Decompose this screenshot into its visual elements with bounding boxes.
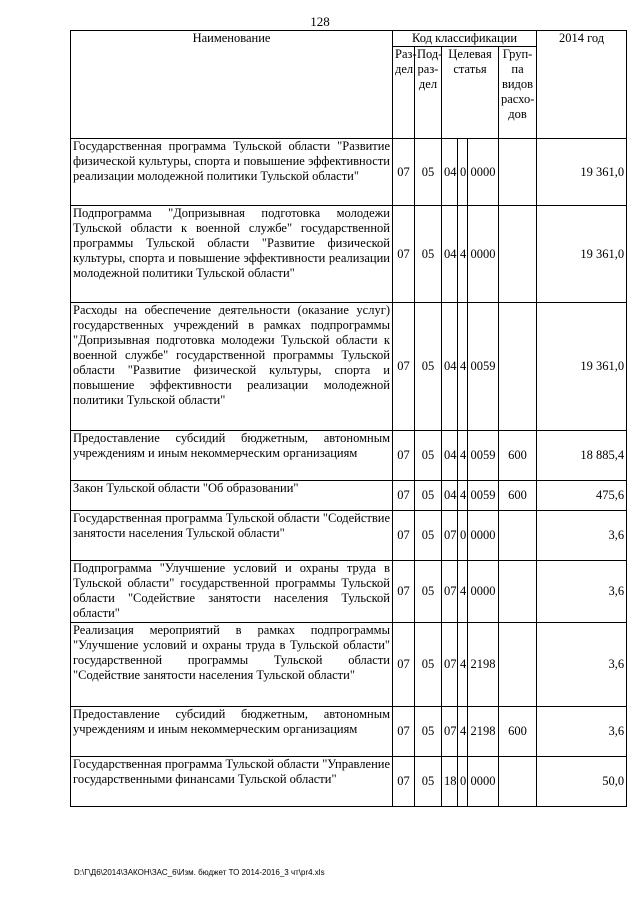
header-name: Наименование [71, 31, 393, 139]
table-row [71, 303, 627, 431]
row-target-subprogram: 0 [458, 511, 468, 561]
row-section: 07 [393, 561, 415, 623]
row-target-program: 18 [442, 757, 458, 807]
row-amount: 19 361,0 [537, 303, 627, 431]
row-target-program: 07 [442, 511, 458, 561]
row-target-program: 04 [442, 206, 458, 303]
row-name: Расходы на обеспечение деятельности (оказание услуг) государственных учреждений в рамках подпрограммы "Допризывная подготовка молодежи Тульской области к военной службе" государственной программы Тульской области "Развитие физической культуры, спорта и повышение эффективности реализации молодежной политики Тульской области" [71, 303, 393, 431]
row-target-subprogram: 4 [458, 206, 468, 303]
row-name: Реализация мероприятий в рамках подпрограммы "Улучшение условий и охраны труда в Тульской области" государственной программы Тульской области "Содействие занятости населения Тульской области" [71, 623, 393, 707]
row-target-program: 07 [442, 623, 458, 707]
row-target-direction: 0000 [468, 206, 499, 303]
row-name: Государственная программа Тульской области "Содействие занятости населения Тульской области" [71, 511, 393, 561]
row-name: Государственная программа Тульской области "Управление государственными финансами Тульской области" [71, 757, 393, 807]
row-target-program: 07 [442, 561, 458, 623]
row-target-direction: 0000 [468, 511, 499, 561]
row-expense-group [499, 303, 537, 431]
row-name: Предоставление субсидий бюджетным, автономным учреждениям и иным некоммерческим организациям [71, 707, 393, 757]
row-name: Предоставление субсидий бюджетным, автономным учреждениям и иным некоммерческим организациям [71, 431, 393, 481]
row-subsection: 05 [415, 481, 442, 511]
header-classification: Код классификации [393, 31, 537, 47]
row-section: 07 [393, 206, 415, 303]
header-subsection: Под- раз- дел [415, 47, 442, 139]
budget-table [70, 30, 627, 807]
row-target-direction: 0059 [468, 303, 499, 431]
row-amount: 18 885,4 [537, 431, 627, 481]
table-row [71, 511, 627, 561]
table-row [71, 139, 627, 206]
row-target-program: 04 [442, 139, 458, 206]
row-subsection: 05 [415, 206, 442, 303]
row-target-subprogram: 0 [458, 757, 468, 807]
row-expense-group: 600 [499, 707, 537, 757]
table-body [71, 139, 627, 807]
row-section: 07 [393, 623, 415, 707]
row-amount: 50,0 [537, 757, 627, 807]
table-row [71, 206, 627, 303]
row-subsection: 05 [415, 139, 442, 206]
row-expense-group [499, 206, 537, 303]
row-target-subprogram: 4 [458, 707, 468, 757]
row-expense-group [499, 511, 537, 561]
row-expense-group: 600 [499, 481, 537, 511]
table-row [71, 561, 627, 623]
row-subsection: 05 [415, 561, 442, 623]
row-target-direction: 2198 [468, 707, 499, 757]
row-section: 07 [393, 481, 415, 511]
row-amount: 19 361,0 [537, 139, 627, 206]
row-target-direction: 0059 [468, 431, 499, 481]
row-target-direction: 0059 [468, 481, 499, 511]
row-expense-group: 600 [499, 431, 537, 481]
row-section: 07 [393, 707, 415, 757]
row-subsection: 05 [415, 303, 442, 431]
row-amount: 3,6 [537, 623, 627, 707]
row-expense-group [499, 139, 537, 206]
row-target-direction: 0000 [468, 561, 499, 623]
row-name: Государственная программа Тульской области "Развитие физической культуры, спорта и повышение эффективности реализации молодежной политики Тульской области" [71, 139, 393, 206]
table-row [71, 481, 627, 511]
row-target-program: 04 [442, 303, 458, 431]
header-group: Груп- па видов расхо- дов [499, 47, 537, 139]
header-section: Раз- дел [393, 47, 415, 139]
table-row [71, 757, 627, 807]
row-section: 07 [393, 303, 415, 431]
row-section: 07 [393, 139, 415, 206]
file-path-footer: D:\Г\Д6\2014\ЗАКОН\ЗАС_6\Изм. бюджет ТО 2014-2016_3 чт\pr4.xls [74, 868, 325, 877]
row-name: Закон Тульской области "Об образовании" [71, 481, 393, 511]
row-expense-group [499, 623, 537, 707]
row-target-subprogram: 4 [458, 431, 468, 481]
header-year: 2014 год [537, 31, 627, 139]
row-target-direction: 0000 [468, 139, 499, 206]
row-amount: 3,6 [537, 511, 627, 561]
table-header [71, 31, 627, 139]
row-subsection: 05 [415, 707, 442, 757]
row-target-program: 04 [442, 431, 458, 481]
row-section: 07 [393, 511, 415, 561]
header-target: Целевая статья [442, 47, 499, 139]
row-name: Подпрограмма "Улучшение условий и охраны труда в Тульской области" государственной программы Тульской области "Содействие занятости населения Тульской области" [71, 561, 393, 623]
row-target-direction: 0000 [468, 757, 499, 807]
page-number: 128 [310, 14, 330, 29]
table-row [71, 623, 627, 707]
row-target-subprogram: 4 [458, 561, 468, 623]
row-name: Подпрограмма "Допризывная подготовка молодежи Тульской области к военной службе" государственной программы Тульской области "Развитие физической культуры, спорта и повышение эффективности реализации молодежной политики Тульской области" [71, 206, 393, 303]
row-target-program: 07 [442, 707, 458, 757]
row-target-subprogram: 4 [458, 303, 468, 431]
row-section: 07 [393, 431, 415, 481]
row-amount: 19 361,0 [537, 206, 627, 303]
row-section: 07 [393, 757, 415, 807]
table-row [71, 431, 627, 481]
row-target-subprogram: 4 [458, 623, 468, 707]
row-subsection: 05 [415, 431, 442, 481]
table-row [71, 707, 627, 757]
row-target-subprogram: 4 [458, 481, 468, 511]
row-subsection: 05 [415, 757, 442, 807]
row-amount: 3,6 [537, 561, 627, 623]
row-target-direction: 2198 [468, 623, 499, 707]
row-expense-group [499, 561, 537, 623]
row-target-program: 04 [442, 481, 458, 511]
row-amount: 475,6 [537, 481, 627, 511]
row-expense-group [499, 757, 537, 807]
row-amount: 3,6 [537, 707, 627, 757]
row-subsection: 05 [415, 511, 442, 561]
row-subsection: 05 [415, 623, 442, 707]
row-target-subprogram: 0 [458, 139, 468, 206]
